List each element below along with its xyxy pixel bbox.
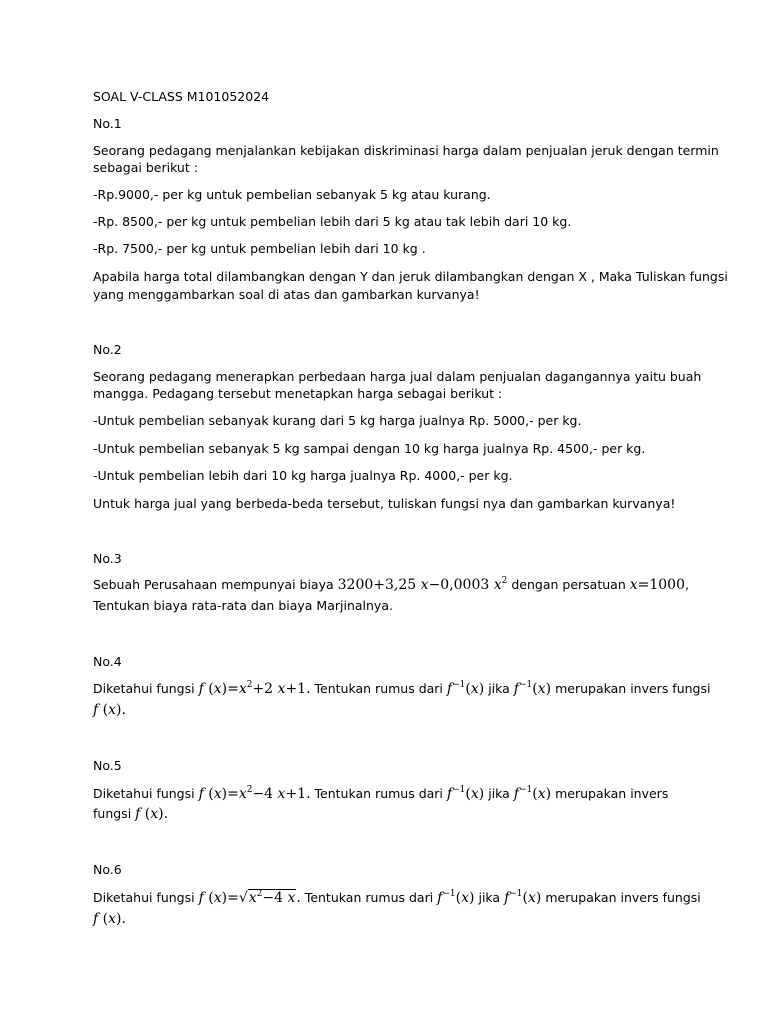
question-text: fungsi f (x).: [93, 806, 169, 822]
unit-formula: x=1000: [629, 577, 685, 593]
price-item: -Rp. 7500,- per kg untuk pembelian lebih dari 10 kg .: [93, 241, 426, 256]
inverse-formula: $f^{-1}(x)$: [446, 785, 485, 802]
question-heading: No.5: [93, 758, 122, 773]
function-formula: f $(x)=x^2-4$ x+1.: [198, 785, 311, 802]
function-formula: f $(x)=√x^2-4$ x.: [198, 889, 301, 906]
price-item: -Untuk pembelian sebanyak 5 kg sampai dengan 10 kg harga jualnya Rp. 4500,- per kg.: [93, 441, 646, 456]
inverse-formula: $f^{-1}(x)$: [513, 785, 552, 802]
function-formula: f (x).: [135, 806, 169, 822]
inverse-formula: $f^{-1}(x)$: [513, 680, 552, 697]
function-formula: f (x).: [93, 702, 126, 718]
question-instruction: yang menggambarkan soal di atas dan gambarkan kurvanya!: [93, 287, 480, 302]
question-text: sebagai berikut :: [93, 160, 198, 175]
question-text: Diketahui fungsi f $(x)=x^2-4$ x+1. Tentukan rumus dari $f^{-1}(x)$ jika $f^{-1}(x)$ merupakan invers: [93, 785, 669, 802]
question-instruction: Untuk harga jual yang berbeda-beda tersebut, tuliskan fungsi nya dan gambarkan kurvanya!: [93, 496, 676, 511]
question-heading: No.6: [93, 862, 122, 877]
question-instruction: Apabila harga total dilambangkan dengan Y dan jeruk dilambangkan dengan X , Maka Tuliskan fungsi: [93, 269, 728, 284]
inverse-formula: $f^{-1}(x)$: [437, 889, 475, 906]
price-item: -Rp. 8500,- per kg untuk pembelian lebih dari 5 kg atau tak lebih dari 10 kg.: [93, 214, 572, 229]
question-text: [93, 910, 126, 928]
question-text: mangga. Pedagang tersebut menetapkan harga sebagai berikut :: [93, 386, 503, 401]
document-title: SOAL V-CLASS M101052024: [93, 89, 270, 104]
question-heading: No.1: [93, 116, 122, 131]
question-text: [93, 701, 126, 719]
inverse-formula: $f^{-1}(x)$: [504, 889, 542, 906]
question-text: Diketahui fungsi f $(x)=√x^2-4$ x. Tentukan rumus dari $f^{-1}(x)$ jika $f^{-1}(x)$ merupakan invers fungsi: [93, 889, 701, 906]
question-heading: No.2: [93, 342, 122, 357]
question-heading: No.4: [93, 654, 122, 669]
function-formula: f $(x)=x^2+2$ x+1.: [198, 680, 311, 697]
price-item: -Untuk pembelian lebih dari 10 kg harga jualnya Rp. 4000,- per kg.: [93, 468, 513, 483]
question-text: Sebuah Perusahaan mempunyai biaya 3200+3,25 x−0,0003 $x^2$ dengan persatuan x=1000,: [93, 576, 689, 593]
price-item: -Untuk pembelian sebanyak kurang dari 5 kg harga jualnya Rp. 5000,- per kg.: [93, 413, 582, 428]
question-text: Seorang pedagang menjalankan kebijakan diskriminasi harga dalam penjualan jeruk dengan termin: [93, 143, 719, 158]
question-text: Seorang pedagang menerapkan perbedaan harga jual dalam penjualan dagangannya yaitu buah: [93, 369, 702, 384]
question-text: Tentukan biaya rata-rata dan biaya Marjinalnya.: [93, 598, 393, 613]
inverse-formula: $f^{-1}(x)$: [446, 680, 485, 697]
price-item: -Rp.9000,- per kg untuk pembelian sebanyak 5 kg atau kurang.: [93, 187, 491, 202]
function-formula: f (x).: [93, 911, 126, 927]
question-heading: No.3: [93, 551, 122, 566]
cost-formula: 3200+3,25 x−0,0003 $x^2$: [337, 576, 508, 593]
question-text: Diketahui fungsi f $(x)=x^2+2$ x+1. Tentukan rumus dari $f^{-1}(x)$ jika $f^{-1}(x)$ merupakan invers fungsi: [93, 680, 711, 697]
